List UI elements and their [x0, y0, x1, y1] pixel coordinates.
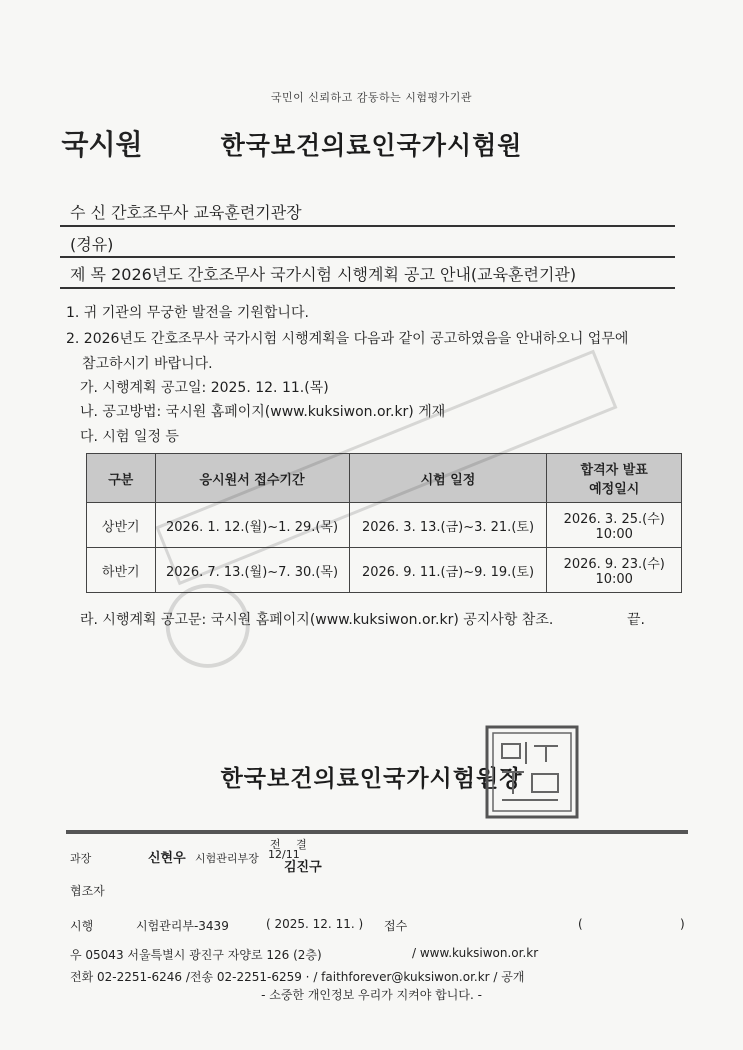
via-line: (경유)	[70, 235, 114, 254]
signatory-title: 한국보건의료인국가시험원장	[220, 766, 523, 792]
subject-line: 제 목 2026년도 간호조무사 국가시험 시행계획 공고 안내(교육훈련기관)	[70, 265, 577, 284]
receipt-label: 접수	[384, 919, 408, 933]
divider	[60, 256, 675, 258]
enforce-number: 시험관리부-3439	[136, 919, 229, 933]
row-result	[547, 503, 682, 548]
header-result-line2: 예정일시	[589, 482, 640, 497]
receipt-paren-close: )	[680, 917, 685, 931]
body-paragraph-1: 1. 귀 기관의 무궁한 발전을 기원합니다.	[66, 305, 309, 321]
announcement-date: 가. 시행계획 공고일: 2025. 12. 11.(목)	[80, 380, 329, 396]
row-application-period: 2026. 1. 12.(월)~1. 29.(목)	[155, 503, 349, 548]
official-seal	[484, 724, 580, 820]
header-result-line1: 합격자 발표	[580, 463, 648, 478]
exam-schedule-table	[86, 453, 682, 593]
table-row	[87, 503, 682, 548]
contact-line: 전화 02-2251-6246 /전송 02-2251-6259 · / faithforever@kuksiwon.or.kr / 공개	[70, 970, 525, 984]
row-term: 하반기	[87, 548, 156, 593]
privacy-notice: - 소중한 개인정보 우리가 지켜야 합니다. -	[261, 988, 482, 1002]
section-chief-name: 신현우	[148, 851, 186, 866]
org-title: 한국보건의료인국가시험원	[220, 131, 523, 160]
schedule-heading: 다. 시험 일정 등	[80, 429, 179, 445]
row-result-time: 10:00	[595, 527, 633, 542]
header-application-period: 응시원서 접수기간	[155, 454, 349, 503]
announcement-notice-ref: 라. 시행계획 공고문: 국시원 홈페이지(www.kuksiwon.or.kr) 공지사항 참조.	[80, 612, 554, 628]
row-result	[547, 548, 682, 593]
enforce-date: ( 2025. 12. 11. )	[266, 917, 364, 931]
svg-text:국시원: 국시원	[61, 128, 143, 161]
decision-name: 김진구	[284, 860, 322, 875]
footer-divider	[66, 830, 688, 834]
dept-head-role: 시험관리부장	[195, 852, 259, 865]
receipt-paren-open: (	[578, 917, 583, 931]
body-paragraph-2: 2. 2026년도 간호조무사 국가시험 시행계획을 다음과 같이 공고하였음을 안내하오니 업무에	[66, 331, 629, 347]
table-header-row	[87, 454, 682, 503]
postal-address: 우 05043 서울특별시 광진구 자양로 126 (2층)	[70, 948, 322, 962]
row-application-period: 2026. 7. 13.(월)~7. 30.(목)	[155, 548, 349, 593]
row-result-time: 10:00	[595, 572, 633, 587]
table-row	[87, 548, 682, 593]
decision-label: 전 결	[270, 838, 313, 851]
row-term: 상반기	[87, 503, 156, 548]
announcement-method: 나. 공고방법: 국시원 홈페이지(www.kuksiwon.or.kr) 게재	[80, 404, 446, 420]
header-result-announcement	[547, 454, 682, 503]
org-slogan: 국민이 신뢰하고 감동하는 시험평가기관	[270, 91, 473, 104]
header-exam-schedule: 시험 일정	[349, 454, 547, 503]
website-link[interactable]: / www.kuksiwon.or.kr	[412, 946, 539, 960]
divider	[60, 225, 675, 227]
section-chief-role: 과장	[70, 852, 92, 865]
end-mark: 끝.	[627, 612, 645, 628]
header-term: 구분	[87, 454, 156, 503]
row-exam-schedule: 2026. 9. 11.(금)~9. 19.(토)	[349, 548, 547, 593]
divider	[60, 287, 675, 289]
enforce-label: 시행	[70, 919, 94, 933]
recipient-line: 수 신 간호조무사 교육훈련기관장	[70, 203, 302, 222]
body-paragraph-2-cont: 참고하시기 바랍니다.	[82, 356, 213, 372]
row-result-date: 2026. 9. 23.(수)	[563, 557, 665, 572]
cooperator-label: 협조자	[70, 884, 105, 898]
row-exam-schedule: 2026. 3. 13.(금)~3. 21.(토)	[349, 503, 547, 548]
decision-date: 12/11	[268, 848, 300, 861]
row-result-date: 2026. 3. 25.(수)	[563, 512, 665, 527]
